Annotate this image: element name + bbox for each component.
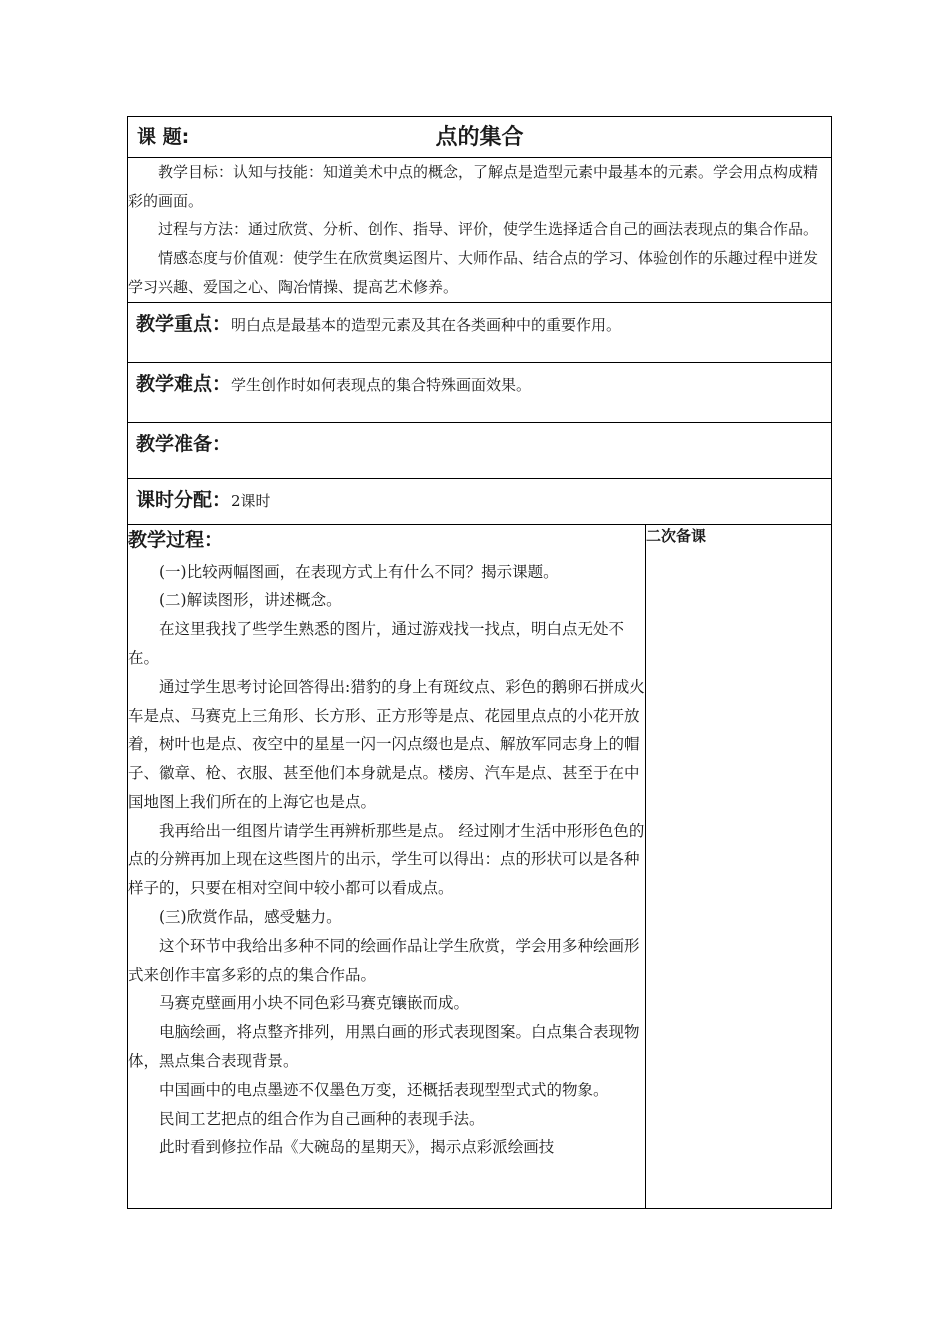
hours-label: 课时分配： <box>136 488 232 511</box>
process-paragraph: 通过学生思考讨论回答得出:猎豹的身上有斑纹点、彩色的鹅卵石拼成火车是点、马赛克上三角形、长方形、正方形等是点、花园里点点的小花开放着，树叶也是点、夜空中的星星一闪一闪点缀也是点、解放军同志身上的帽子、徽章、枪、衣服、甚至他们本身就是点。楼房、汽车是点、甚至于在中国地图上我们所在的上海它也是点。 <box>128 677 645 811</box>
process-paragraph: (二)解读图形，讲述概念。 <box>159 591 342 610</box>
process-paragraph: 此时看到修拉作品《大碗岛的星期天》，揭示点彩派绘画技 <box>159 1138 555 1157</box>
second-prep-label: 二次备课 <box>646 526 707 545</box>
difficulty-value: 学生创作时如何表现点的集合特殊画面效果。 <box>231 375 532 394</box>
objectives-row <box>128 158 832 303</box>
lesson-plan-table <box>127 116 832 1209</box>
objective-paragraph: 情感态度与价值观：使学生在欣赏奥运图片、大师作品、结合点的学习、体验创作的乐趣过程中迸发学习兴趣、爱国之心、陶冶情操、提高艺术修养。 <box>128 249 819 296</box>
hours-value: 2课时 <box>231 491 271 510</box>
process-paragraph: (一)比较两幅图画，在表现方式上有什么不同？揭示课题。 <box>159 562 559 581</box>
hours-row <box>128 478 832 524</box>
hours-cell <box>128 478 832 524</box>
objective-paragraph: 教学目标：认知与技能：知道美术中点的概念，了解点是造型元素中最基本的元素。学会用点构成精彩的画面。 <box>128 163 819 210</box>
process-paragraph: 我再给出一组图片请学生再辨析那些是点。 经过刚才生活中形形色色的点的分辨再加上现在这些图片的出示，学生可以得出：点的形状可以是各种样子的，只要在相对空间中较小都可以看成点。 <box>128 821 645 898</box>
process-paragraph: 民间工艺把点的组合作为自己画种的表现手法。 <box>159 1109 485 1128</box>
topic-label: 课 题: <box>137 126 190 148</box>
key-point-value: 明白点是最基本的造型元素及其在各类画种中的重要作用。 <box>231 315 622 334</box>
process-label: 教学过程： <box>128 528 224 551</box>
process-paragraph: (三)欣赏作品，感受魅力。 <box>159 908 342 927</box>
objectives-cell <box>128 158 832 303</box>
difficulty-row <box>128 362 832 422</box>
topic-cell <box>128 117 832 158</box>
process-paragraph: 这个环节中我给出多种不同的绘画作品让学生欣赏，学会用多种绘画形式来创作丰富多彩的点的集合作品。 <box>128 936 640 984</box>
difficulty-label: 教学难点： <box>136 372 232 395</box>
key-point-row <box>128 302 832 362</box>
key-point-label: 教学重点： <box>136 312 232 335</box>
process-paragraph: 电脑绘画，将点整齐排列，用黑白画的形式表现图案。白点集合表现物体，黑点集合表现背景。 <box>128 1023 640 1071</box>
objective-paragraph: 过程与方法：通过欣赏、分析、创作、指导、评价，使学生选择适合自己的画法表现点的集合作品。 <box>158 220 819 239</box>
process-paragraph: 中国画中的电点墨迹不仅墨色万变，还概括表现型型式式的物象。 <box>159 1080 609 1099</box>
preparation-row <box>128 422 832 478</box>
process-cell <box>128 524 646 1208</box>
preparation-cell <box>128 422 832 478</box>
second-prep-cell <box>646 524 832 1208</box>
preparation-label: 教学准备： <box>136 432 232 455</box>
topic-row <box>128 117 832 158</box>
process-paragraph: 马赛克壁画用小块不同色彩马赛克镶嵌而成。 <box>159 994 470 1013</box>
key-point-cell <box>128 302 832 362</box>
topic-title: 点的集合 <box>435 125 524 150</box>
difficulty-cell <box>128 362 832 422</box>
process-paragraph: 在这里我找了些学生熟悉的图片，通过游戏找一找点，明白点无处不在。 <box>128 620 625 667</box>
process-row <box>128 524 832 1208</box>
